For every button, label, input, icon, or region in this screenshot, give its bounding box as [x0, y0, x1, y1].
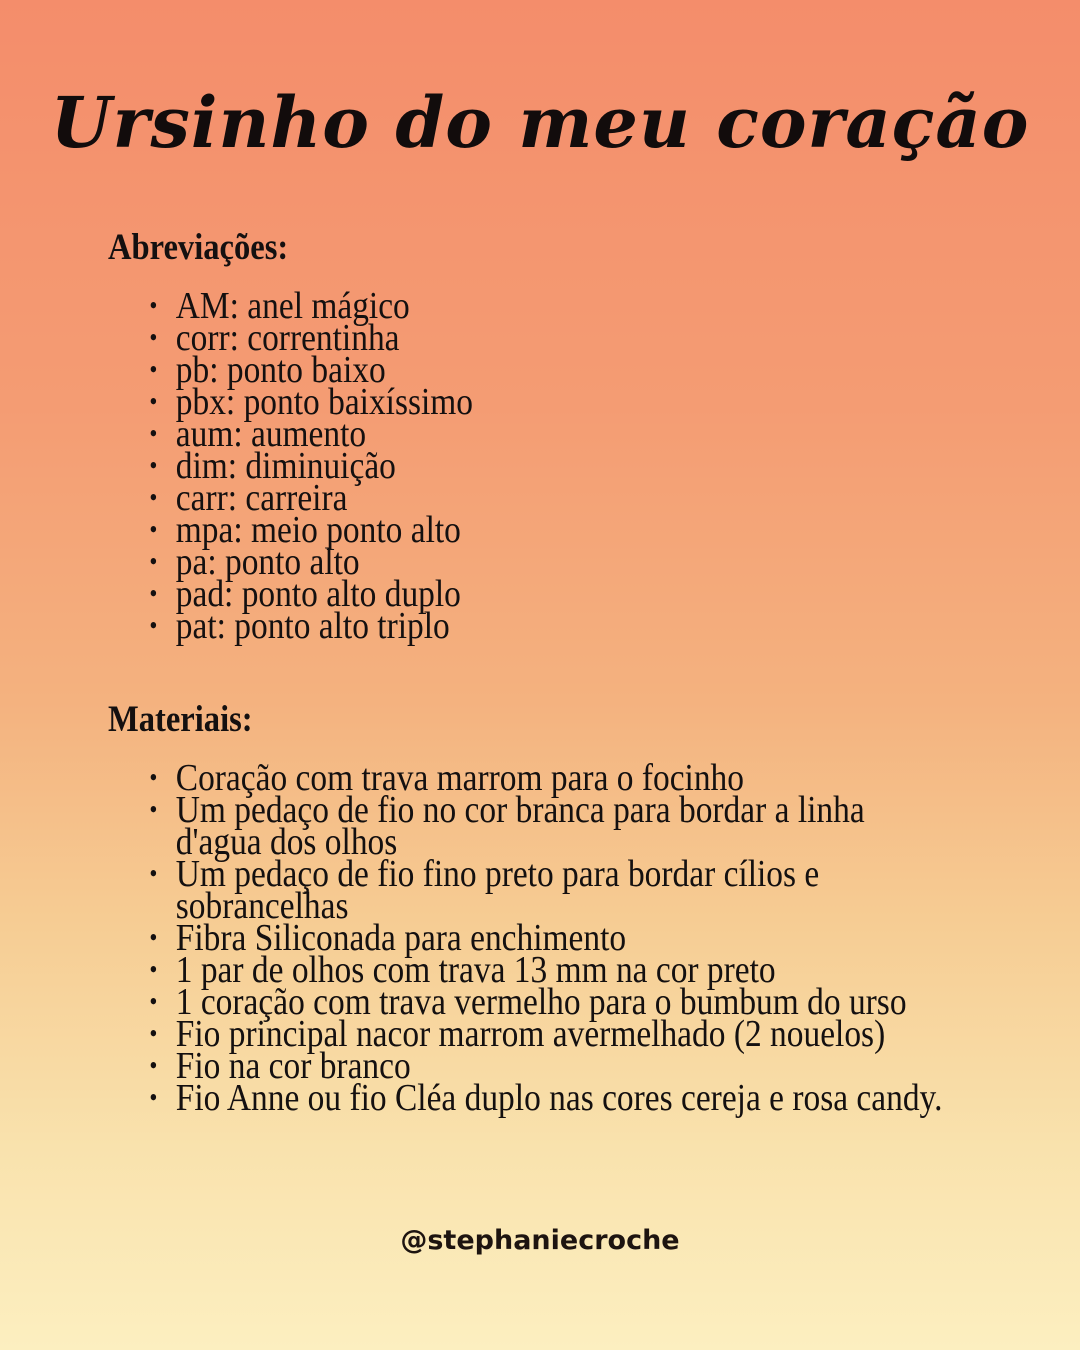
- bullet-icon: •: [149, 291, 158, 320]
- bullet-icon: •: [149, 1019, 158, 1048]
- bullet-icon: •: [149, 859, 158, 888]
- abbreviations-list: [108, 285, 474, 647]
- list-item-text: Fio principal nacor marrom avermelhado (2 nouelos): [175, 1013, 886, 1055]
- bullet-icon: •: [149, 547, 158, 576]
- bullet-icon: •: [149, 795, 158, 824]
- bullet-icon: •: [149, 1083, 158, 1112]
- bullet-icon: •: [149, 323, 158, 352]
- list-item-text: Um pedaço de fio no cor branca para bordar a linha d'agua dos olhos: [175, 789, 865, 863]
- abbreviations-section: [108, 227, 474, 647]
- list-item-text: pa: ponto alto: [175, 541, 360, 583]
- bullet-icon: •: [149, 387, 158, 416]
- bullet-icon: •: [149, 515, 158, 544]
- abbreviations-heading: Abreviações:: [108, 227, 289, 268]
- bullet-icon: •: [149, 955, 158, 984]
- page-title: Ursinho do meu coração: [50, 81, 1030, 164]
- list-item-text: mpa: meio ponto alto: [175, 509, 461, 551]
- social-handle: @stephaniecroche: [400, 1225, 680, 1256]
- bullet-icon: •: [149, 923, 158, 952]
- list-item-text: Fio na cor branco: [175, 1045, 411, 1087]
- list-item-text: aum: aumento: [175, 413, 367, 455]
- bullet-icon: •: [149, 355, 158, 384]
- list-item-text: pat: ponto alto triplo: [175, 605, 450, 647]
- list-item-text: pbx: ponto baixíssimo: [175, 381, 474, 423]
- list-item-text: 1 coração com trava vermelho para o bumbum do urso: [175, 981, 907, 1023]
- list-item-text: AM: anel mágico: [175, 285, 410, 327]
- list-item: [108, 789, 950, 863]
- bullet-icon: •: [149, 1051, 158, 1080]
- list-item-text: Um pedaço de fio fino preto para bordar cílios e sobrancelhas: [175, 853, 820, 927]
- list-item-text: 1 par de olhos com trava 13 mm na cor preto: [175, 949, 776, 991]
- list-item: [108, 605, 473, 647]
- list-item: [108, 853, 950, 927]
- materials-section: [108, 699, 953, 1119]
- materials-list: [108, 757, 953, 1119]
- materials-heading: Materiais:: [108, 699, 253, 740]
- bullet-icon: •: [149, 763, 158, 792]
- list-item-text: Fibra Siliconada para enchimento: [175, 917, 627, 959]
- list-item: [108, 1077, 950, 1119]
- list-item-text: Coração com trava marrom para o focinho: [175, 757, 745, 799]
- bullet-icon: •: [149, 611, 158, 640]
- list-item-text: Fio Anne ou fio Cléa duplo nas cores cereja e rosa candy.: [175, 1077, 943, 1119]
- bullet-icon: •: [149, 419, 158, 448]
- bullet-icon: •: [149, 987, 158, 1016]
- bullet-icon: •: [149, 483, 158, 512]
- bullet-icon: •: [149, 579, 158, 608]
- list-item-text: dim: diminuição: [175, 445, 396, 487]
- bullet-icon: •: [149, 451, 158, 480]
- list-item-text: corr: correntinha: [175, 317, 400, 359]
- list-item-text: pb: ponto baixo: [175, 349, 386, 391]
- list-item-text: pad: ponto alto duplo: [175, 573, 461, 615]
- list-item-text: carr: carreira: [175, 477, 348, 519]
